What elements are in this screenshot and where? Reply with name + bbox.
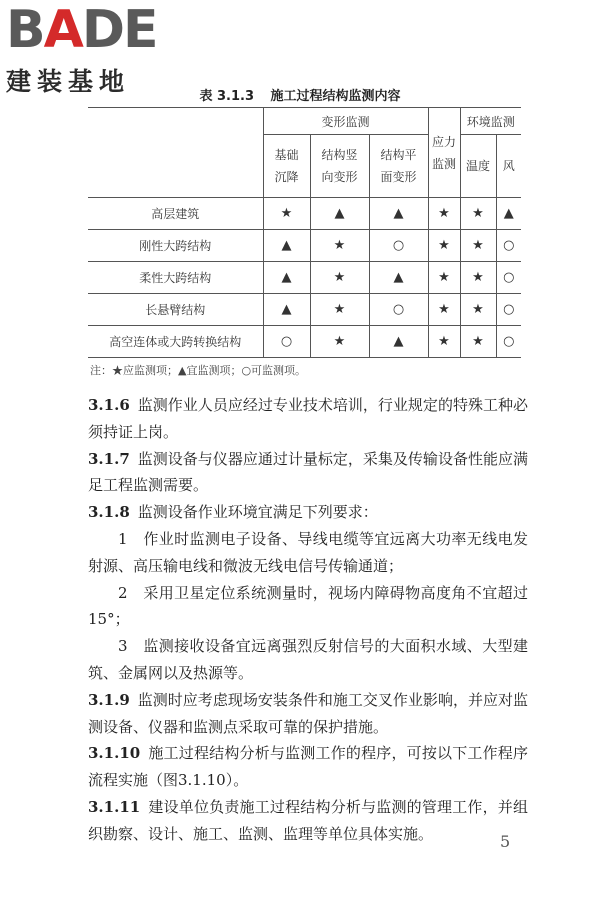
mark-cell: ▲ — [263, 230, 310, 262]
mark-cell: ★ — [263, 198, 310, 230]
header-col: 风 — [496, 135, 521, 198]
mark-cell: ★ — [428, 198, 460, 230]
table-number: 表 3.1.3 — [199, 89, 254, 104]
row-name: 柔性大跨结构 — [88, 262, 263, 294]
mark-cell: ★ — [428, 326, 460, 358]
logo-chinese-text: 建装基地 — [6, 67, 131, 96]
mark-cell: ▲ — [496, 198, 521, 230]
list-item: 1 作业时监测电子设备、导线电缆等宜远离大功率无线电发射源、高压输电线和微波无线电信号传输通道； — [88, 529, 528, 575]
mark-cell: ★ — [460, 294, 496, 326]
clause-paragraph — [88, 687, 528, 741]
header-col: 结构平面变形 — [369, 135, 428, 198]
header-deformation: 变形监测 — [263, 108, 428, 135]
row-name: 刚性大跨结构 — [88, 230, 263, 262]
clause-number: 3.1.9 — [88, 690, 130, 709]
header-col: 温度 — [460, 135, 496, 198]
mark-cell: ○ — [496, 230, 521, 262]
mark-cell: ★ — [310, 326, 369, 358]
mark-cell: ★ — [428, 230, 460, 262]
row-name: 高空连体或大跨转换结构 — [88, 326, 263, 358]
mark-cell: ○ — [369, 230, 428, 262]
mark-cell: ★ — [460, 230, 496, 262]
site-logo — [6, 0, 176, 98]
mark-cell: ★ — [460, 262, 496, 294]
table-row — [88, 230, 521, 262]
table-row — [88, 262, 521, 294]
mark-cell: ★ — [310, 294, 369, 326]
mark-cell: ★ — [460, 326, 496, 358]
clause-number: 3.1.6 — [88, 396, 130, 414]
table-caption — [0, 85, 600, 104]
clause-text: 监测设备作业环境宜满足下列要求： — [137, 503, 378, 522]
list-item: 2 采用卫星定位系统测量时，视场内障碍物高度角不宜超过15°； — [88, 583, 528, 629]
mark-cell: ▲ — [310, 198, 369, 230]
row-name: 高层建筑 — [88, 198, 263, 230]
table-row — [88, 326, 521, 358]
clause-text: 建设单位负责施工过程结构分析与监测的管理工作，并组织勘察、设计、施工、监测、监理等单位具体实施。 — [88, 797, 528, 843]
mark-cell: ○ — [369, 294, 428, 326]
mark-cell: ▲ — [369, 262, 428, 294]
logo-letter-a: A — [43, 0, 82, 60]
mark-cell: ○ — [263, 326, 310, 358]
mark-cell: ★ — [460, 198, 496, 230]
clause-number: 3.1.8 — [88, 503, 130, 522]
clause-paragraph — [88, 794, 528, 848]
header-col: 结构竖向变形 — [310, 135, 369, 198]
mark-cell: ★ — [310, 230, 369, 262]
table-row — [88, 198, 521, 230]
table-row — [88, 294, 521, 326]
mark-cell: ○ — [496, 294, 521, 326]
clause-text: 监测设备与仪器应通过计量标定，采集及传输设备性能应满足工程监测需要。 — [88, 449, 528, 495]
mark-cell: ▲ — [263, 294, 310, 326]
monitoring-content-table — [88, 107, 521, 358]
mark-cell: ▲ — [369, 198, 428, 230]
mark-cell: ★ — [310, 262, 369, 294]
mark-cell: ▲ — [263, 262, 310, 294]
clause-paragraph — [88, 740, 528, 794]
header-empty-cell — [88, 108, 263, 198]
logo-letters-de: DE — [81, 0, 157, 60]
clause-paragraph — [88, 446, 528, 500]
list-item: 3 监测接收设备宜远离强烈反射信号的大面积水域、大型建筑、金属网以及热源等。 — [88, 637, 528, 682]
clause-number: 3.1.11 — [88, 797, 141, 816]
header-stress: 应力监测 — [428, 108, 460, 198]
clause-text: 施工过程结构分析与监测工作的程序，可按以下工作程序流程实施（图3.1.10）。 — [88, 744, 528, 790]
mark-cell: ★ — [428, 262, 460, 294]
table-title: 施工过程结构监测内容 — [270, 89, 401, 104]
mark-cell: ★ — [428, 294, 460, 326]
mark-cell: ○ — [496, 326, 521, 358]
row-name: 长悬臂结构 — [88, 294, 263, 326]
body-text — [88, 392, 528, 848]
mark-cell: ▲ — [369, 326, 428, 358]
clause-number: 3.1.7 — [88, 449, 130, 468]
clause-number: 3.1.10 — [88, 744, 141, 763]
clause-paragraph — [88, 392, 528, 446]
mark-cell: ○ — [496, 262, 521, 294]
clause-paragraph — [88, 499, 528, 526]
page-number: 5 — [500, 832, 511, 851]
logo-wordmark — [6, 0, 176, 60]
clause-text: 监测时应考虑现场安装条件和施工交叉作业影响，并应对监测设备、仪器和监测点采取可靠的保护措施。 — [88, 690, 528, 736]
logo-letter-b: B — [6, 0, 44, 60]
header-environment: 环境监测 — [460, 108, 521, 135]
clause-text: 监测作业人员应经过专业技术培训，行业规定的特殊工种必须持证上岗。 — [88, 396, 528, 441]
table-note: 注：★应监测项；▲宜监测项；○可监测项。 — [90, 364, 307, 377]
header-col: 基础沉降 — [263, 135, 310, 198]
